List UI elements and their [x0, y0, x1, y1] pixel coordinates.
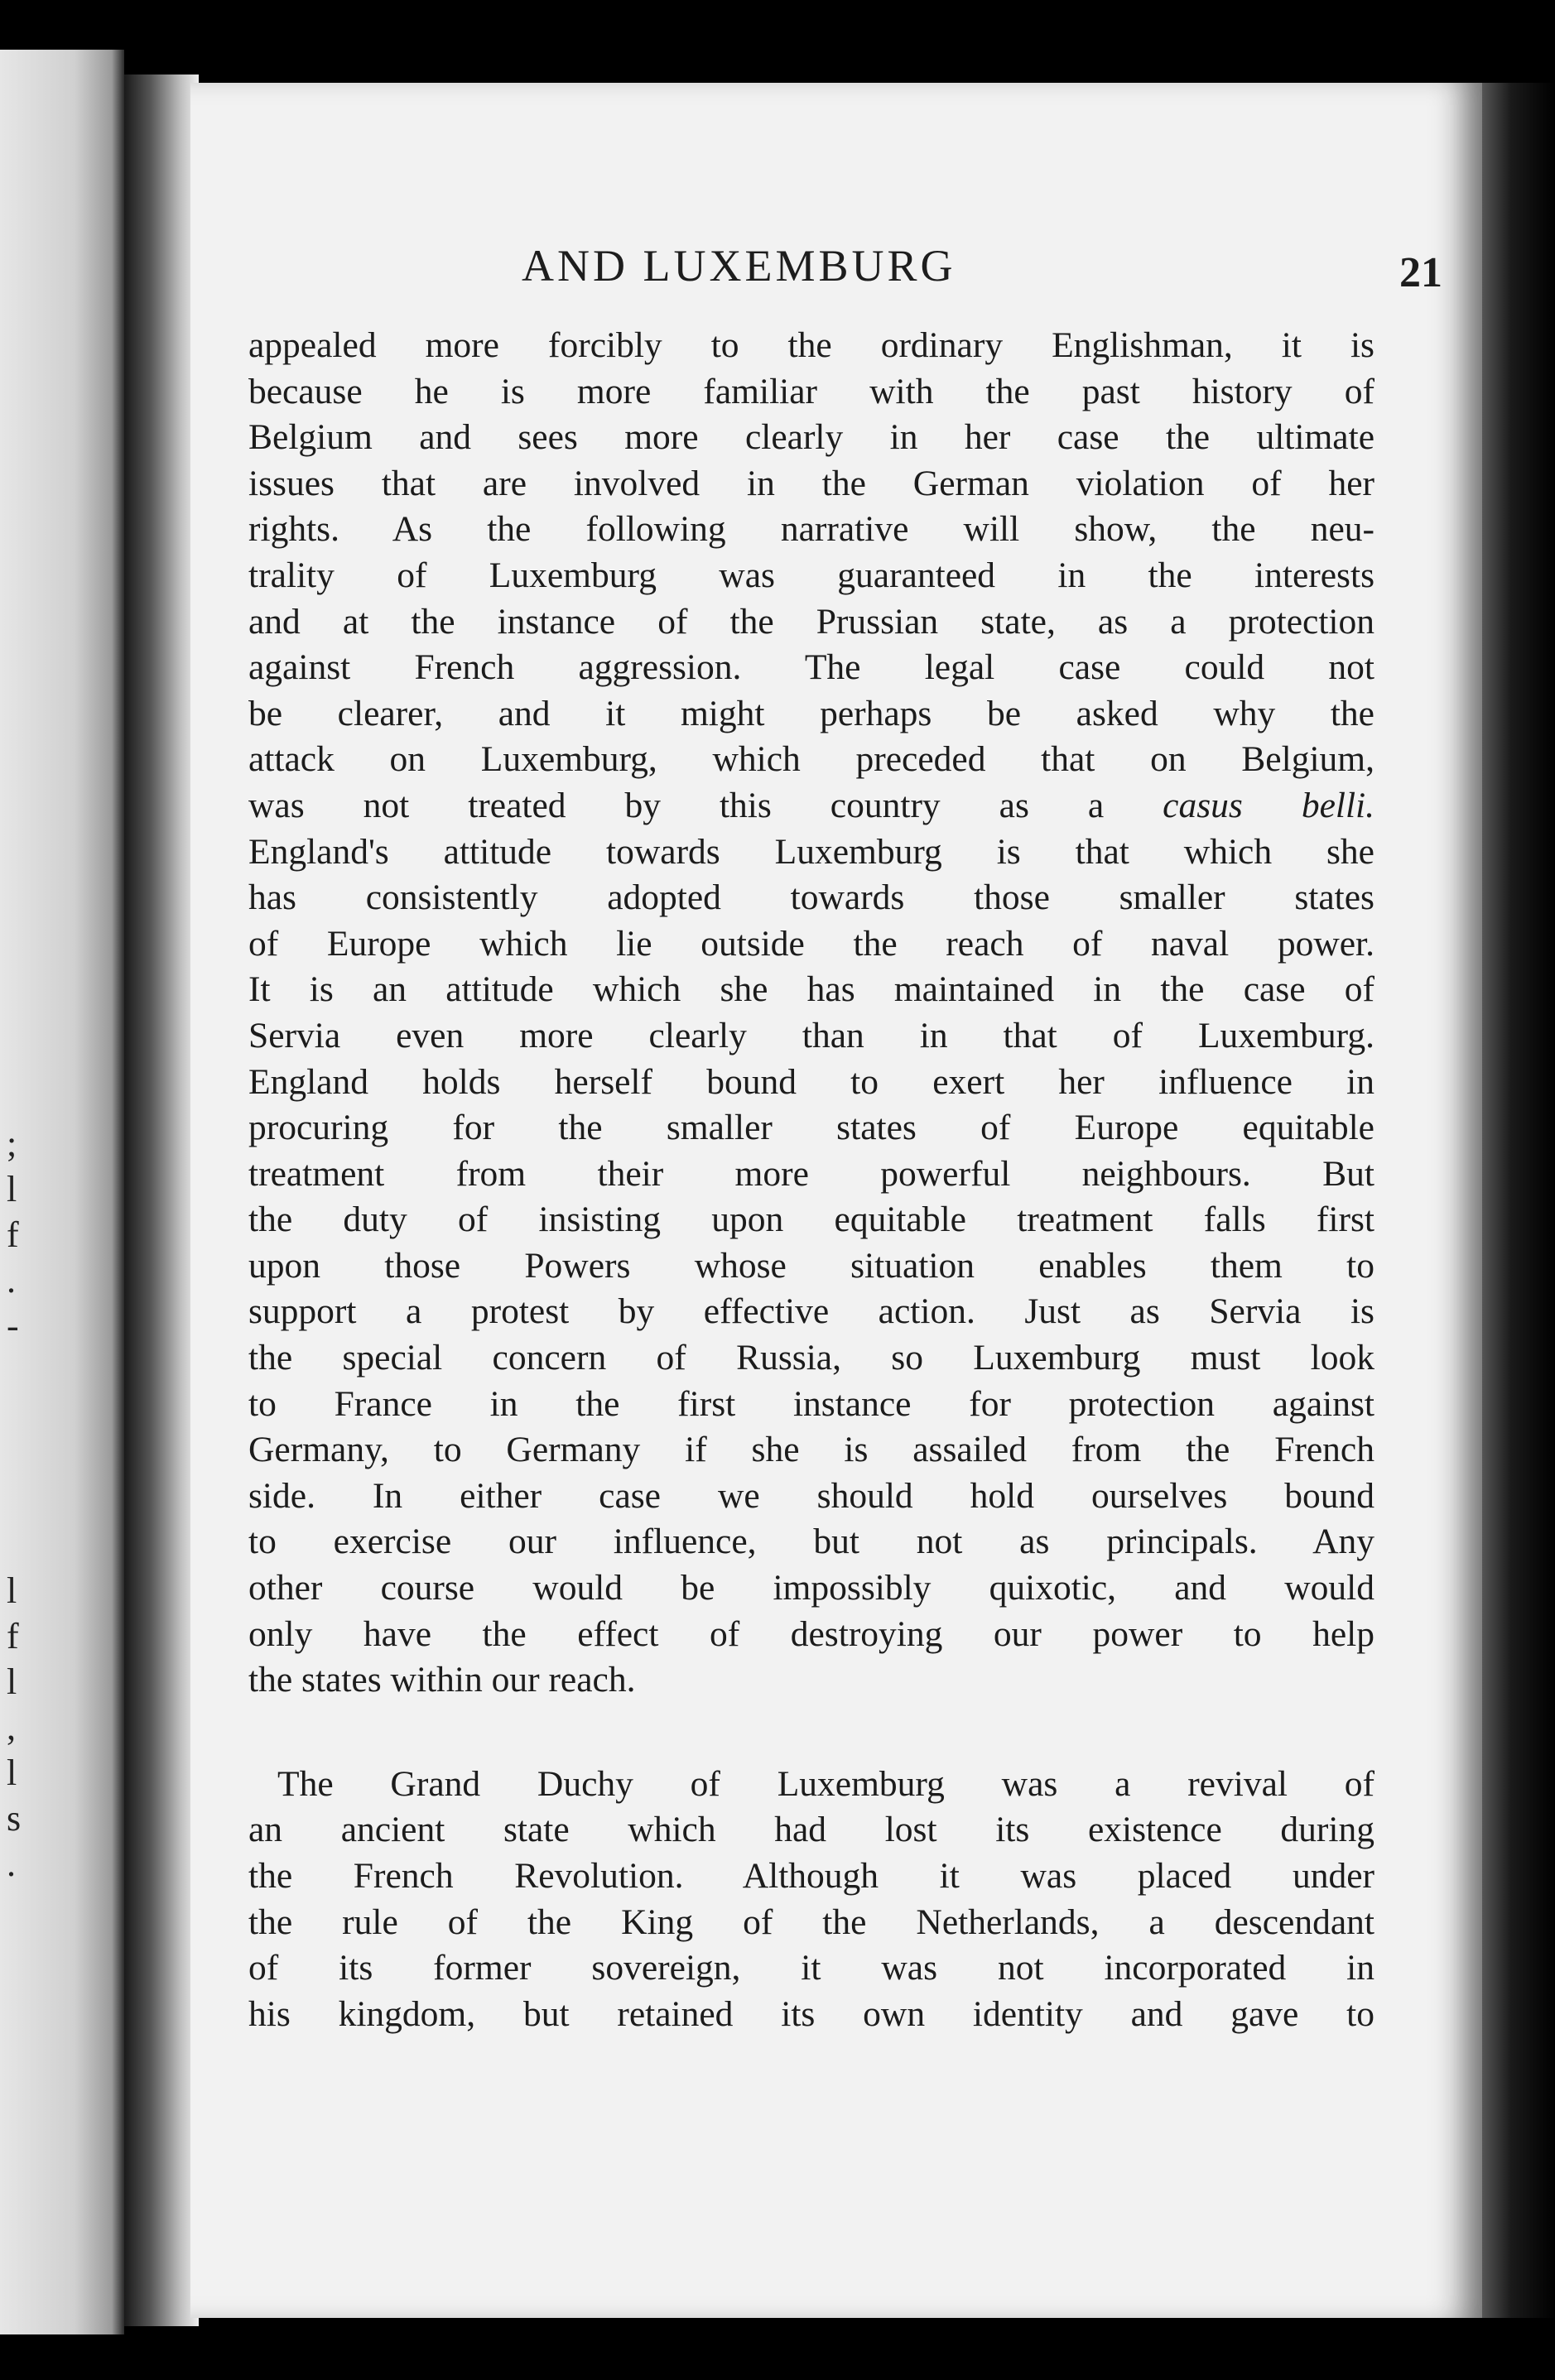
text-line: rights. As the following narrative will show, the neu- — [248, 509, 1374, 550]
text-line: It is an attitude which she has maintained in the case of — [248, 969, 1374, 1010]
facing-page-fragment: l — [7, 1661, 17, 1702]
text-line: be clearer, and it might perhaps be asked why the — [248, 693, 1374, 733]
book-gutter-shadow — [124, 75, 199, 2326]
text-line: procuring for the smaller states of Europe equitable — [248, 1108, 1374, 1148]
text-line: trality of Luxemburg was guaranteed in the interests — [248, 555, 1374, 595]
text-line: has consistently adopted towards those smaller states — [248, 877, 1374, 918]
text-line: Servia even more clearly than in that of Luxemburg. — [248, 1015, 1374, 1055]
facing-page-fragment: ; — [7, 1123, 17, 1164]
facing-page-fragment: l — [7, 1753, 17, 1793]
italic-phrase: casus belli. — [1163, 785, 1375, 825]
text-line: the French Revolution. Although it was placed under — [248, 1856, 1374, 1896]
text-line: to France in the first instance for protection against — [248, 1383, 1374, 1424]
text-line — [248, 783, 1374, 829]
text-line: the special concern of Russia, so Luxemburg must look — [248, 1338, 1374, 1378]
facing-page-fragment: f — [7, 1214, 19, 1255]
text-line: the rule of the King of the Netherlands, a descendant — [248, 1902, 1374, 1942]
book-page — [190, 83, 1482, 2318]
facing-page-edge — [0, 50, 124, 2334]
paragraph — [248, 323, 1374, 1704]
text-line: Belgium and sees more clearly in her case the ultimate — [248, 417, 1374, 458]
paragraph — [248, 1762, 1374, 2038]
text-line: the duty of insisting upon equitable treatment falls first — [248, 1200, 1374, 1240]
text-line: because he is more familiar with the past history of — [248, 371, 1374, 411]
facing-page-fragment: f — [7, 1616, 19, 1656]
body-text — [248, 323, 1374, 2037]
facing-page-fragment: . — [7, 1260, 16, 1301]
text-line: The Grand Duchy of Luxemburg was a revival of — [277, 1763, 1374, 1804]
facing-page-fragment: s — [7, 1798, 22, 1839]
text-line: appealed more forcibly to the ordinary Englishman, it is — [248, 325, 1374, 365]
text-line: of Europe which lie outside the reach of naval power. — [248, 923, 1374, 964]
text-line: attack on Luxemburg, which preceded that on Belgium, — [248, 739, 1374, 780]
facing-page-fragment: - — [7, 1305, 19, 1346]
text-line: and at the instance of the Prussian state, as a protection — [248, 601, 1374, 642]
text-line-segment: was not treated by this country as a — [248, 785, 1105, 825]
running-head-title: AND LUXEMBURG — [522, 241, 956, 291]
text-line: other course would be impossibly quixotic, and would — [248, 1568, 1374, 1608]
facing-page-fragment: l — [7, 1169, 17, 1209]
text-line: England's attitude towards Luxemburg is that which she — [248, 831, 1374, 872]
text-line: side. In either case we should hold ourselves bound — [248, 1475, 1374, 1516]
text-line: the states within our reach. — [248, 1660, 636, 1700]
text-line: support a protest by effective action. Just as Servia is — [248, 1291, 1374, 1332]
text-line: England holds herself bound to exert her influence in — [248, 1061, 1374, 1102]
text-line: against French aggression. The legal case could not — [248, 647, 1374, 688]
page-edge-shadow — [1482, 83, 1555, 2318]
text-line: to exercise our influence, but not as principals. Any — [248, 1522, 1374, 1562]
facing-page-fragment: . — [7, 1844, 16, 1884]
text-line: Germany, to Germany if she is assailed from the French — [248, 1430, 1374, 1470]
facing-page-fragment: l — [7, 1570, 17, 1611]
text-line: treatment from their more powerful neighbours. But — [248, 1153, 1374, 1194]
text-line: an ancient state which had lost its existence during — [248, 1810, 1374, 1850]
text-line: of its former sovereign, it was not incorporated in — [248, 1948, 1374, 1988]
text-line: only have the effect of destroying our power to help — [248, 1613, 1374, 1654]
facing-page-fragment: , — [7, 1707, 16, 1748]
text-line: his kingdom, but retained its own identity and gave to — [248, 1993, 1374, 2034]
page-number: 21 — [1399, 249, 1442, 296]
text-line: issues that are involved in the German violation of her — [248, 463, 1374, 503]
text-line: upon those Powers whose situation enables them to — [248, 1245, 1374, 1286]
